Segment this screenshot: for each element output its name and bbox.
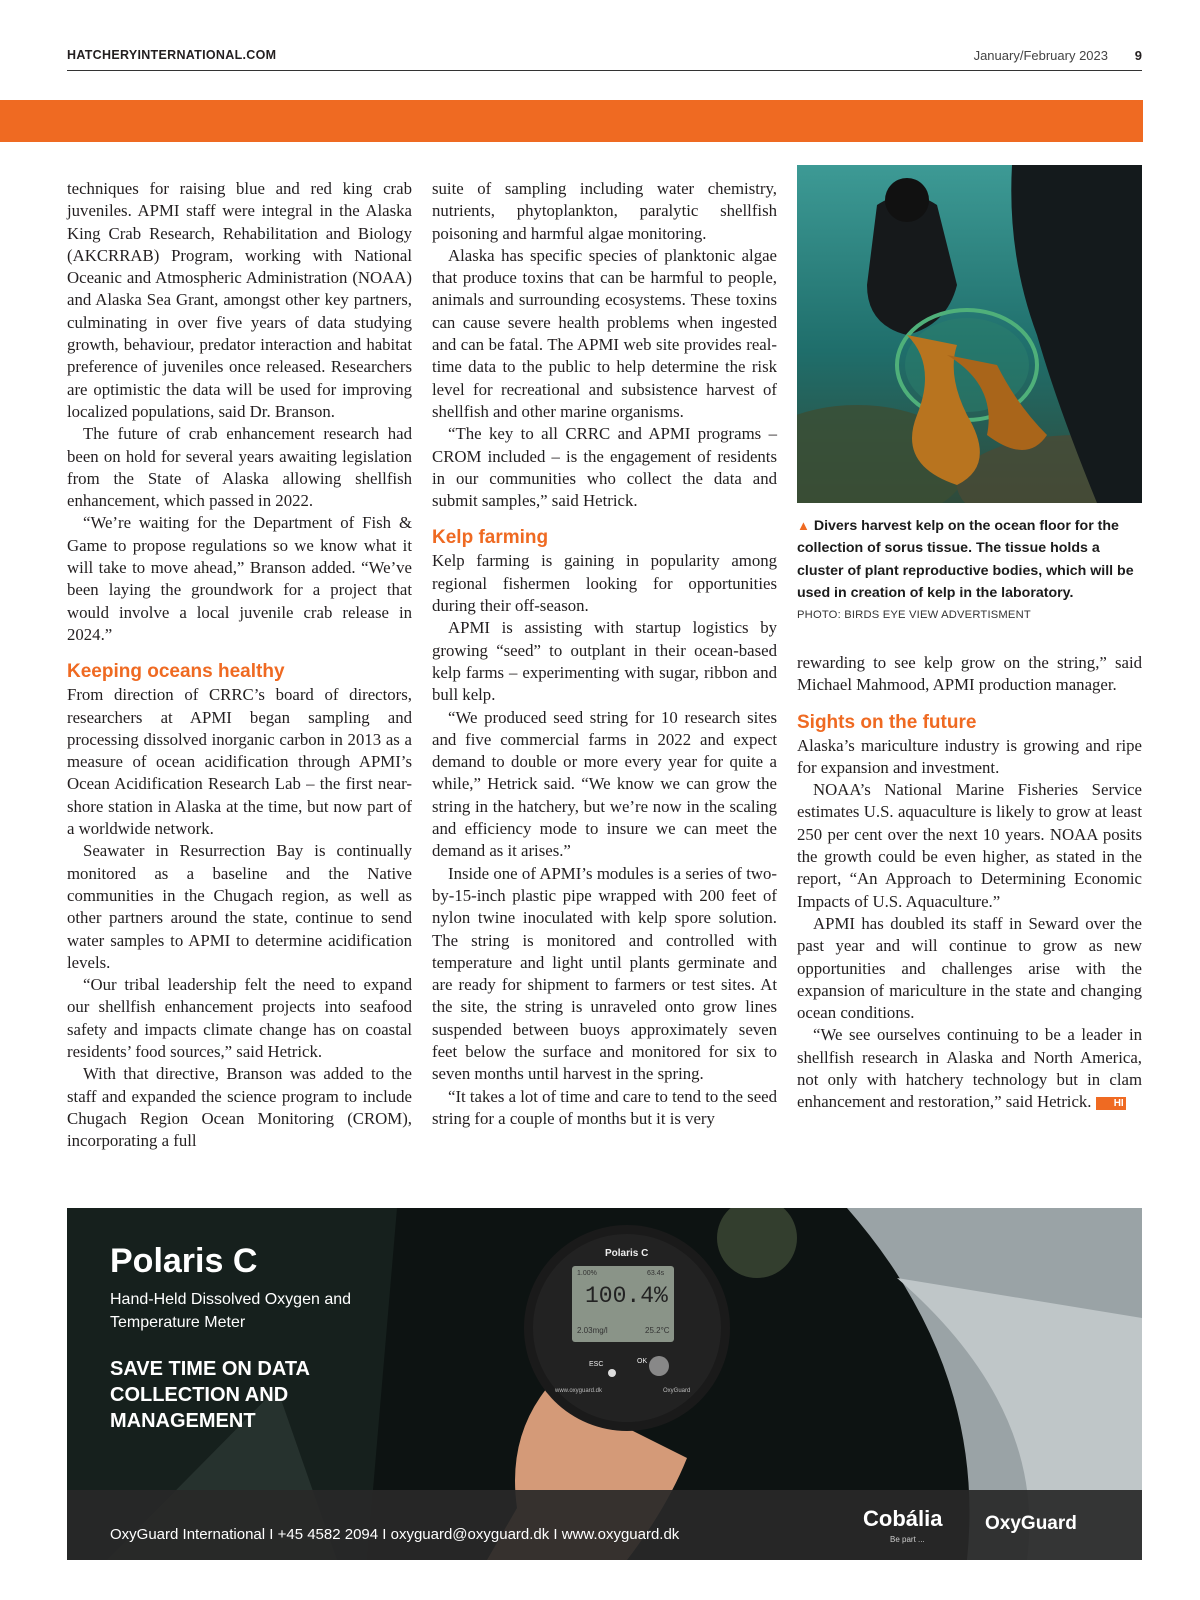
section-heading-kelp: Kelp farming [432,527,549,549]
ad-contact-bar [67,1490,1142,1560]
cobalia-logo: Cobália [863,1506,943,1531]
paragraph: Alaska has specific species of planktonic algae that produce toxins that can be harmful to people, animals and surrounding ecosystems. These toxins can cause severe health problems when ingested and can be fatal. The APMI web site provides real-time data to the public to help determine the risk level for recreational and subsistence harvest of shellfish and other marine organisms. [432,245,777,421]
paragraph: APMI is assisting with startup logistics by growing “seed” to outplant in their ocean-based kelp farms – experimenting with sugar, ribbon and bull kelp. [432,618,777,705]
diver-kelp-photo [797,165,1142,503]
paragraph: Seawater in Resurrection Bay is continually monitored as a baseline and the Native communities in the Chugach region, as well as other partners around the state, continue to send water samples to APMI to determine acidification levels. [67,841,412,972]
paragraph: rewarding to see kelp grow on the string,” said Michael Mahmood, APMI production manager. [797,653,1142,695]
paragraph: “The key to all CRRC and APMI programs – CROM included – is the engagement of residents in our communities who collect the data and submit samples,” said Hetrick. [432,424,777,511]
paragraph: “It takes a lot of time and care to tend to the seed string for a couple of months but it is very [432,1086,777,1128]
ad-contact-info[interactable]: OxyGuard International I +45 4582 2094 I oxyguard@oxyguard.dk I www.oxyguard.dk [110,1526,680,1543]
ad-subtitle: Hand-Held Dissolved Oxygen and Temperature Meter [110,1291,352,1331]
device-top-right: 63.4s [647,1270,665,1277]
device-side-brand: OxyGuard [663,1388,691,1394]
page-header [67,48,1142,71]
page-number: 9 [1134,48,1142,63]
article-column-3 [797,652,1142,1114]
section-heading-oceans: Keeping oceans healthy [67,661,285,683]
device-side-url: www.oxyguard.dk [555,1388,603,1394]
device-bottom-left: 2.03mg/l [577,1326,608,1335]
issue-date: January/February 2023 [973,48,1108,63]
paragraph: Inside one of APMI’s modules is a series of two-by-15-inch plastic pipe wrapped with 200 feet of nylon twine inoculated with kelp spore solution. The string is monitored and controlled with temperature and light until plants germinate and are ready for shipment to farmers or test sites. At the site, the string is unraveled onto grow lines suspended between buoys approximately seven feet below the surface and monitored for six to seven months until harvest in the spring. [432,863,777,1084]
ad-tagline: SAVE TIME ON DATA COLLECTION AND MANAGEMENT [110,1358,310,1432]
device-esc-button: ESC [589,1361,604,1368]
paragraph: The future of crab enhancement research had been on hold for several years awaiting legislation from the State of Alaska allowing shellfish enhancement, which passed in 2022. [67,424,412,511]
paragraph: Kelp farming is gaining in popularity among regional fishermen looking for opportunities during their off-season. [432,551,777,616]
cobalia-slogan: Be part ... [890,1535,925,1544]
paragraph: Alaska’s mariculture industry is growing and ripe for expansion and investment. [797,735,1142,777]
triangle-icon: ▲ [797,518,810,533]
device-ok-button: OK [637,1358,648,1365]
article-column-2 [432,178,777,1130]
paragraph: APMI has doubled its staff in Seward over the past year and will continue to grow as new opportunities and challenges arise with the expansion of mariculture in the state and changing ocean conditions. [797,913,1142,1023]
article-column-1 [67,178,412,1152]
paragraph: “We’re waiting for the Department of Fish & Game to propose regulations so we know what it will take to move ahead,” Branson added. “We’ve been laying the groundwork for a project that would involve a local juvenile crab release in 2024.” [67,513,412,644]
diver-illustration [797,165,1142,503]
paragraph [797,1024,1142,1113]
device-reading: 100.4% [585,1283,668,1309]
paragraph: “We produced seed string for 10 research sites and five commercial farms in 2022 and expect demand to double or more every year for quite a while,” Hetrick said. “We know we can grow the string in the hatchery, but we’re now in the scaling and efficiency mode to insure we can meet the demand as it arises.” [432,707,777,861]
paragraph: suite of sampling including water chemistry, nutrients, phytoplankton, paralytic shellfish poisoning and harmful algae monitoring. [432,179,777,243]
paragraph: “Our tribal leadership felt the need to expand our shellfish enhancement projects into seafood safety and impacts climate change has on coastal residents’ food sources,” said Hetrick. [67,975,412,1061]
polaris-advertisement[interactable] [67,1208,1142,1560]
device-brand: Polaris C [605,1248,649,1259]
photo-caption [797,515,1147,604]
oxyguard-logo: OxyGuard [985,1513,1077,1534]
photo-credit: PHOTO: BIRDS EYE VIEW ADVERTISMENT [797,609,1031,621]
paragraph: With that directive, Branson was added to the staff and expanded the science program to include Chugach Region Ocean Monitoring (CROM), incorporating a full [67,1064,412,1151]
end-mark-badge: HI [1096,1097,1126,1110]
orange-banner [0,100,1143,142]
paragraph: From direction of CRRC’s board of directors, researchers at APMI began sampling and processing dissolved inorganic carbon in 2013 as a measure of ocean acidification through APMI’s Ocean Acidification Research Lab – the first near-shore station in Alaska at the time, but now part of a worldwide network. [67,685,412,839]
section-heading-future: Sights on the future [797,711,977,733]
site-name: HATCHERYINTERNATIONAL.COM [67,48,277,62]
ad-title: Polaris C [110,1242,258,1280]
device-top-left: 1.00% [577,1270,597,1277]
caption-text: Divers harvest kelp on the ocean floor for the collection of sorus tissue. The tissue holds a cluster of plant reproductive bodies, which will be used in creation of kelp in the laboratory. [797,518,1134,601]
paragraph: NOAA’s National Marine Fisheries Service estimates U.S. aquaculture is likely to grow at least 250 per cent over the next 10 years. NOAA posits the growth could be even higher, as stated in the report, “An Approach to Determining Economic Impacts of U.S. Aquaculture.” [797,780,1142,911]
paragraph: techniques for raising blue and red king crab juveniles. APMI staff were integral in the Alaska King Crab Research, Rehabilitation and Biology (AKCRRAB) Program, working with National Oceanic and Atmospheric Administration (NOAA) and Alaska Sea Grant, amongst other key partners, culminating in over five years of data studying growth, behaviour, predator interaction and habitat preference of juveniles once released. Researchers are optimistic the data will be used for improving localized populations, said Dr. Branson. [67,179,412,421]
final-paragraph-text: “We see ourselves continuing to be a leader in shellfish research in Alaska and North America, not only with hatchery technology but in clam enhancement and restoration,” said Hetrick. [797,1025,1142,1112]
device-bottom-right: 25.2°C [645,1326,670,1335]
